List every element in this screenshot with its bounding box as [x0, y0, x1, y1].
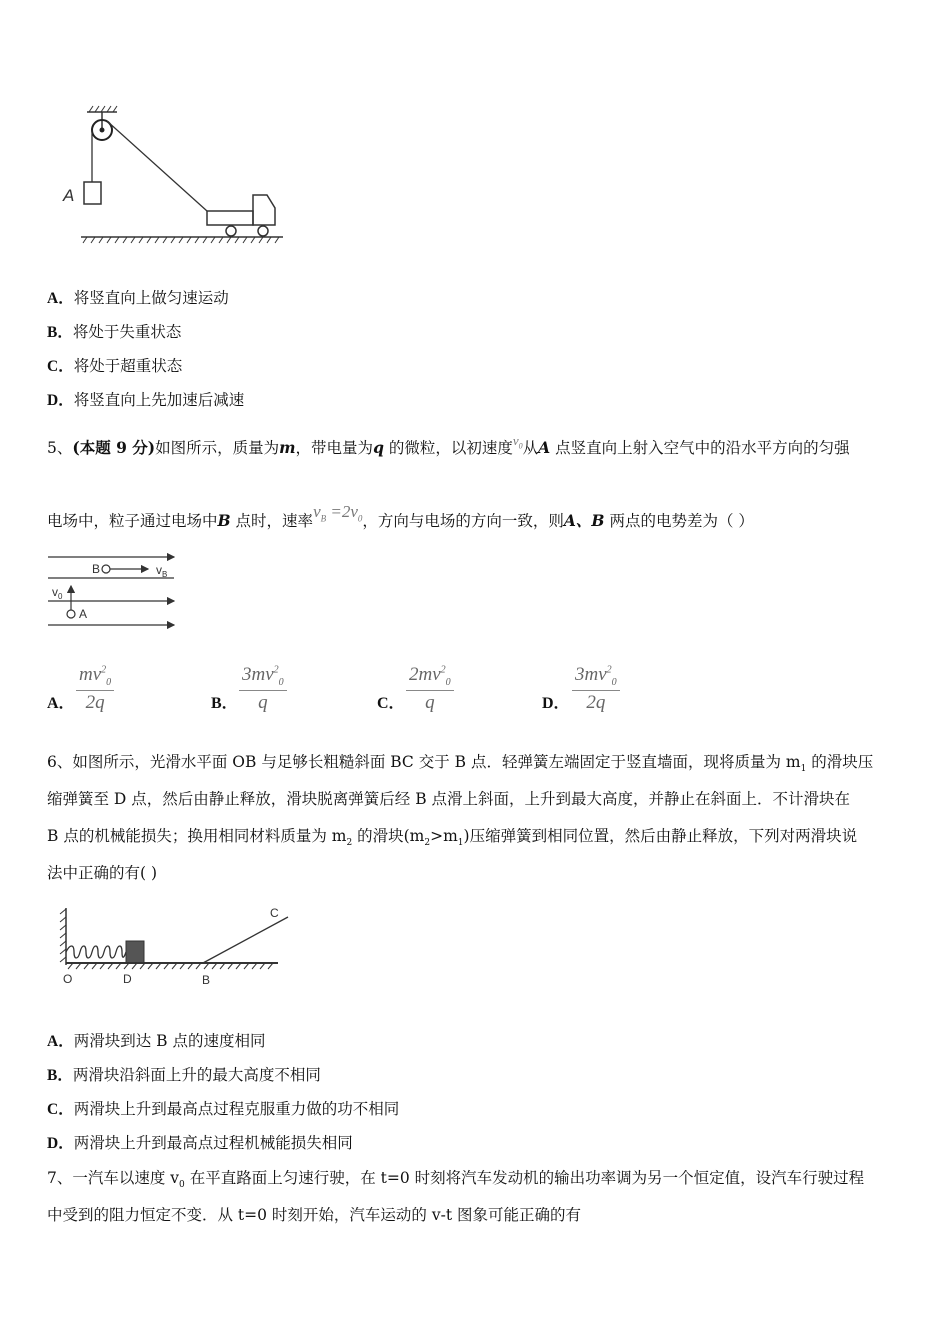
v0-formula: v0: [512, 433, 523, 451]
label-a: A: [63, 186, 75, 205]
q7-stem-line1: 7、一汽车以速度 $v_0$ 在平直路面上匀速行驶，在 t=0 时刻将汽车发动机的输出功率调为另一个恒定值，设汽车行驶过程: [47, 1169, 865, 1191]
q6-stem-line1: 6、如图所示，光滑水平面 OB 与足够长粗糙斜面 BC 交于 B 点．轻弹簧左端固定于竖直墙面，现将质量为 $m_1$ 的滑块压: [47, 753, 874, 775]
q5-option-a-label[interactable]: A．: [47, 695, 75, 712]
q5-option-d-label[interactable]: D．: [542, 695, 570, 712]
q7-stem-line2: 中受到的阻力恒定不变．从 t=0 时刻开始，汽车运动的 v-t 图象可能正确的有: [47, 1206, 582, 1224]
q5-option-a-formula[interactable]: $\frac{mv^2_0}{2q}$: [76, 664, 114, 714]
electric-field-figure: [44, 552, 184, 634]
q4-option-c[interactable]: C．将处于超重状态: [47, 357, 183, 375]
q6-option-b[interactable]: B．两滑块沿斜面上升的最大高度不相同: [47, 1066, 321, 1084]
truck-pulley-figure: [55, 100, 295, 255]
label-b: B: [202, 973, 211, 987]
label-c: C: [270, 906, 279, 920]
q5-stem-line1: 5、(本题 9 分)如图所示，质量为m，带电量为q 的微粒，以初速度$^{v_0}$从A 点竖直向上射入空气中的沿水平方向的匀强: [47, 433, 850, 457]
q5-option-b-label[interactable]: B．: [211, 695, 238, 712]
label-v0: $v_0$: [52, 585, 63, 601]
q5-option-c-formula[interactable]: $\frac{2mv^2_0}{q}$: [406, 664, 454, 714]
q4-option-d[interactable]: D．将竖直向上先加速后减速: [47, 391, 245, 409]
label-a: A: [79, 607, 88, 621]
q5-stem-line2: 电场中，粒子通过电场中B 点时，速率$v_B =2v_0$，方向与电场的方向一致，则A、B 两点的电势差为（ ）: [47, 502, 754, 530]
q4-option-b[interactable]: B．将处于失重状态: [47, 323, 182, 341]
q5-option-b-formula[interactable]: $\frac{3mv^2_0}{q}$: [239, 664, 287, 714]
label-b: B: [92, 562, 101, 576]
q6-stem-line3: B 点的机械能损失；换用相同材料质量为 $m_2$ 的滑块$(m_2>m_1)$压缩弹簧到相同位置，然后由静止释放，下列对两滑块说: [47, 827, 858, 849]
q5-option-d-formula[interactable]: $\frac{3mv^2_0}{2q}$: [572, 664, 620, 714]
vb-formula: $v_B =2v_0$: [313, 502, 363, 524]
label-o: O: [63, 972, 73, 986]
q6-stem-line4: 法中正确的有( ): [47, 864, 158, 882]
q6-option-a[interactable]: A．两滑块到达 B 点的速度相同: [47, 1032, 266, 1050]
spring-incline-figure: [58, 900, 293, 992]
q4-option-a[interactable]: A．将竖直向上做匀速运动: [47, 289, 229, 307]
q5-option-c-label[interactable]: C．: [377, 695, 405, 712]
label-d: D: [123, 972, 132, 986]
label-vb: $v_B$: [156, 563, 168, 579]
q6-stem-line2: 缩弹簧至 D 点，然后由静止释放，滑块脱离弹簧后经 B 点滑上斜面，上升到最大高度，并静止在斜面上．不计滑块在: [47, 790, 851, 808]
q6-option-d[interactable]: D．两滑块上升到最高点过程机械能损失相同: [47, 1134, 353, 1152]
q6-option-c[interactable]: C．两滑块上升到最高点过程克服重力做的功不相同: [47, 1100, 400, 1118]
